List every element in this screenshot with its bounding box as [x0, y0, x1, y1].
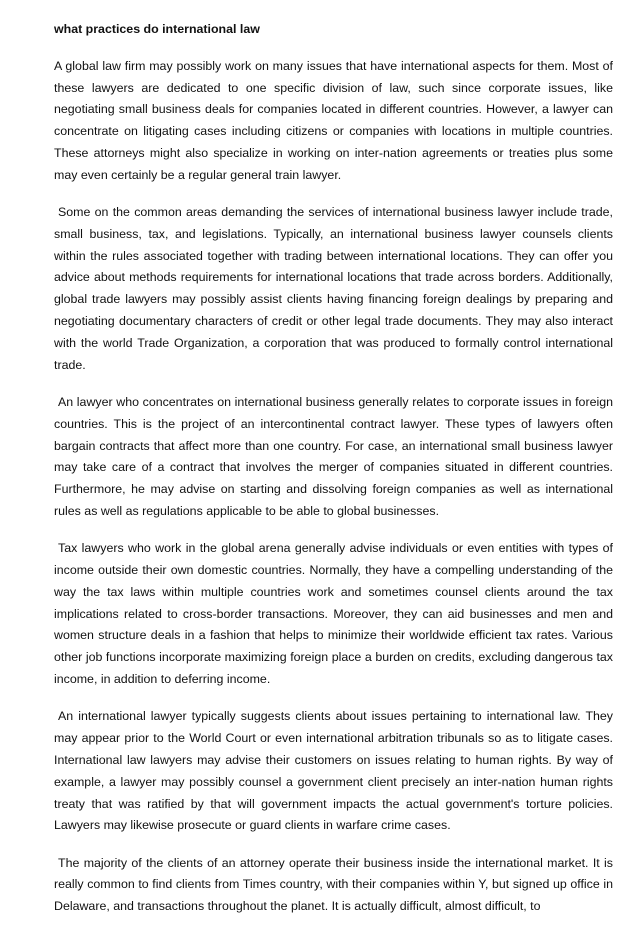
paragraph-1: A global law firm may possibly work on many issues that have international aspects for them. Most of these lawyers are dedicated to one specific division of law, such since corporate issues, like negotiating small business deals for companies located in different countries. However, a lawyer can concentrate on litigating cases including citizens or companies with locations in multiple countries. These attorneys might also specialize in working on inter-nation agreements or treaties plus some may even certainly be a regular general train lawyer.: [54, 58, 613, 182]
document-title: what practices do international law: [54, 22, 260, 36]
paragraph-4: Tax lawyers who work in the global arena generally advise individuals or even entities with types of income outside their own domestic countries. Normally, they have a compelling understanding of the way the tax laws within multiple countries work and sometimes counsel clients around the tax implications related to cross-border transactions. Moreover, they can aid businesses and men and women structure deals in a fashion that helps to minimize their worldwide efficient tax rates. Various other job functions incorporate maximizing foreign place a burden on credits, excluding dangerous tax income, in addition to deferring income.: [54, 541, 613, 687]
paragraph-3: An lawyer who concentrates on international business generally relates to corporate issues in foreign countries. This is the project of an intercontinental contract lawyer. These types of lawyers often bargain contracts that affect more than one country. For case, an international small business lawyer may take care of a contract that involves the merger of companies situated in different countries. Furthermore, he may advise on starting and dissolving foreign companies as well as international rules as well as regulations applicable to be able to global businesses.: [54, 394, 613, 518]
paragraph-5: An international lawyer typically suggests clients about issues pertaining to international law. They may appear prior to the World Court or even international arbitration tribunals so as to litigate cases. International law lawyers may advise their customers on issues relating to human rights. By way of example, a lawyer may possibly counsel a government client precisely an inter-nation human rights treaty that was ratified by that will government impacts the actual government's torture policies. Lawyers may likewise prosecute or guard clients in warfare crime cases.: [54, 709, 613, 833]
paragraph-6: The majority of the clients of an attorney operate their business inside the international market. It is really common to find clients from Times country, with their companies within Y, but signed up office in Delaware, and transactions throughout the planet. It is actually difficult, almost difficult, to: [54, 855, 613, 914]
paragraph-2: Some on the common areas demanding the services of international business lawyer include trade, small business, tax, and legislations. Typically, an international business lawyer counsels clients within the rules associated together with trading between international locations. They can offer you advice about methods requirements for international locations that trade across borders. Additionally, global trade lawyers may possibly assist clients having financing foreign dealings by preparing and negotiating documentary characters of credit or other legal trade documents. They may also interact with the world Trade Organization, a corporation that was produced to formally control international trade.: [54, 205, 613, 372]
document-page: [54, 19, 613, 933]
